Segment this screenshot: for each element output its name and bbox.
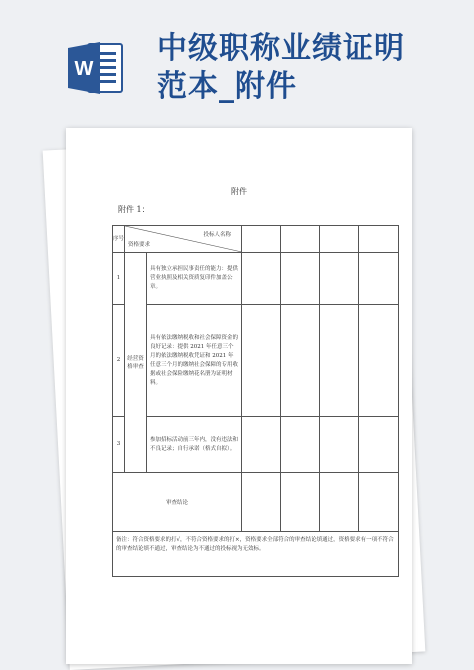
table-note: 备注：符合资格要求的打√，不符合资格要求的打×，资格要求全部符合的审查结论填通过，资格要求有一项不符合的审查结论填不通过，审查结论为不通过的投标视为无效标。 xyxy=(113,532,399,577)
bidder-cell xyxy=(320,473,359,532)
row-requirement: 参加招标活动前三年内，没有违法和不良记录；自行承诺（格式自拟）。 xyxy=(147,417,242,473)
word-icon xyxy=(66,38,126,98)
bidder-cell xyxy=(281,305,320,417)
document-page xyxy=(66,128,412,664)
bidder-cell xyxy=(359,473,399,532)
diagonal-header-cell xyxy=(125,226,242,253)
seq-header: 序号 xyxy=(113,226,125,253)
bidder-cell xyxy=(359,417,399,473)
bidder-name-label: 投标人名称 xyxy=(203,232,231,238)
bidder-cell xyxy=(320,226,359,253)
table-row xyxy=(113,305,399,417)
page-header xyxy=(0,0,474,125)
bidder-cell xyxy=(242,417,281,473)
svg-text:W: W xyxy=(74,58,94,80)
document-subheading: 附件 1： xyxy=(118,205,150,214)
bidder-cell xyxy=(242,305,281,417)
bidder-cell xyxy=(359,305,399,417)
table-row xyxy=(113,253,399,305)
row-seq: 1 xyxy=(113,253,125,305)
bidder-cell xyxy=(281,226,320,253)
bidder-cell xyxy=(320,417,359,473)
table-header-row xyxy=(113,226,399,253)
bidder-cell xyxy=(242,253,281,305)
bidder-cell xyxy=(359,253,399,305)
row-seq: 2 xyxy=(113,305,125,417)
conclusion-row xyxy=(113,473,399,532)
row-requirement: 具有依法缴纳税收和社会保障资金的良好记录：提供 2021 年任意三个月的依法缴纳税收凭证和 2021 年任意三个月的缴纳社会保障的专用收据或社会保险缴纳花名册为证明材料。 xyxy=(147,305,242,417)
table-row xyxy=(113,417,399,473)
bidder-cell xyxy=(281,473,320,532)
conclusion-label: 审查结论 xyxy=(113,473,242,532)
title-line-1: 中级职称业绩证明 xyxy=(157,31,405,66)
row-requirement: 具有独立承担民事责任的能力：提供营业执照及相关资质复印件加盖公章。 xyxy=(147,253,242,305)
bidder-cell xyxy=(242,473,281,532)
requirement-label: 资格要求 xyxy=(128,242,151,248)
title-line-2: 范本_附件 xyxy=(157,69,297,104)
bidder-cell xyxy=(320,253,359,305)
qualification-table xyxy=(112,225,399,577)
bidder-cell xyxy=(281,253,320,305)
page-title xyxy=(157,30,457,106)
note-row xyxy=(113,532,399,577)
bidder-cell xyxy=(359,226,399,253)
bidder-cell xyxy=(320,305,359,417)
qualification-type: 经营资格审查 xyxy=(125,253,147,473)
bidder-cell xyxy=(281,417,320,473)
bidder-cell xyxy=(242,226,281,253)
row-seq: 3 xyxy=(113,417,125,473)
document-heading: 附件 xyxy=(231,187,247,196)
